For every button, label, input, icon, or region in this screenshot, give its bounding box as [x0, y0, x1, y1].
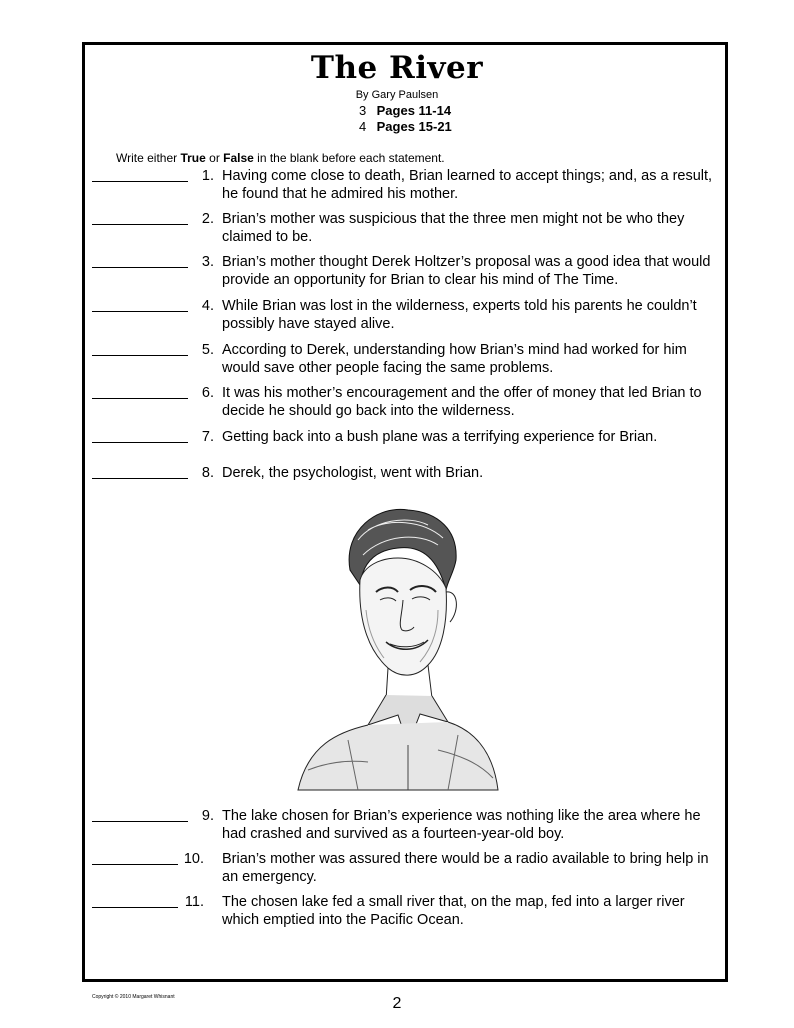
question-item: [92, 167, 732, 203]
chapter-number: 3: [359, 103, 367, 118]
chapter-line: [359, 103, 451, 118]
chapter-number: 4: [359, 119, 367, 134]
answer-blank[interactable]: [92, 167, 188, 182]
question-item: [92, 384, 732, 420]
page-number: 2: [392, 995, 402, 1012]
question-item: [92, 341, 732, 377]
answer-blank[interactable]: [92, 464, 188, 479]
question-number: 5.: [201, 342, 214, 358]
question-text: Getting back into a bush plane was a terrifying experience for Brian.: [222, 429, 658, 445]
chapter-pages: Pages 15-21: [376, 119, 452, 134]
question-item: [92, 807, 732, 843]
question-text: Derek, the psychologist, went with Brian.: [222, 465, 484, 481]
question-text: Brian’s mother was assured there would be a radio available to bring help in an emergency.: [222, 851, 709, 885]
question-item: [92, 428, 732, 446]
question-item: [92, 253, 732, 289]
question-number: 9.: [201, 808, 214, 824]
question-number: 4.: [201, 298, 214, 314]
answer-blank[interactable]: [92, 297, 188, 312]
answer-blank[interactable]: [92, 428, 188, 443]
author-line: By Gary Paulsen: [355, 89, 439, 101]
answer-blank[interactable]: [92, 893, 178, 908]
question-item: [92, 893, 732, 929]
question-item: [92, 210, 732, 246]
portrait-illustration: [288, 500, 508, 800]
question-number: 6.: [201, 385, 214, 401]
question-number: 3.: [201, 254, 214, 270]
question-text: Brian’s mother was suspicious that the three men might not be who they claimed to be.: [222, 211, 685, 245]
answer-blank[interactable]: [92, 210, 188, 225]
question-text: While Brian was lost in the wilderness, experts told his parents he couldn’t possibly have stayed alive.: [222, 298, 697, 332]
answer-blank[interactable]: [92, 850, 178, 865]
question-text: It was his mother’s encouragement and the offer of money that led Brian to decide he should go back into the wilderness.: [222, 385, 702, 419]
question-item: [92, 464, 732, 482]
question-number: 8.: [201, 465, 214, 481]
question-number: 11.: [184, 894, 204, 910]
question-text: The chosen lake fed a small river that, on the map, fed into a larger river which emptied into the Pacific Ocean.: [222, 894, 685, 928]
question-text: According to Derek, understanding how Brian’s mind had worked for him would save other people facing the same problems.: [222, 342, 687, 376]
question-number: 7.: [201, 429, 214, 445]
question-text: The lake chosen for Brian’s experience was nothing like the area where he had crashed and survived as a fourteen-year-old boy.: [222, 808, 701, 842]
question-number: 1.: [201, 168, 214, 184]
answer-blank[interactable]: [92, 253, 188, 268]
true-word: True: [180, 151, 206, 165]
worksheet-title: The River: [310, 50, 484, 86]
answer-blank[interactable]: [92, 384, 188, 399]
instructions: Write either True or False in the blank before each statement.: [116, 151, 445, 165]
chapter-line: [359, 119, 452, 134]
question-item: [92, 297, 732, 333]
chapter-pages: Pages 11-14: [376, 103, 452, 118]
question-item: [92, 850, 732, 886]
question-text: Brian’s mother thought Derek Holtzer’s proposal was a good idea that would provide an opportunity for Brian to clear his mind of The Time.: [222, 254, 711, 288]
copyright-notice: Copyright © 2010 Margaret Whisnant: [92, 994, 175, 1000]
answer-blank[interactable]: [92, 341, 188, 356]
question-number: 2.: [201, 211, 214, 227]
false-word: False: [223, 151, 254, 165]
question-number: 10.: [183, 851, 204, 867]
question-text: Having come close to death, Brian learned to accept things; and, as a result, he found that he admired his mother.: [222, 168, 713, 202]
answer-blank[interactable]: [92, 807, 188, 822]
